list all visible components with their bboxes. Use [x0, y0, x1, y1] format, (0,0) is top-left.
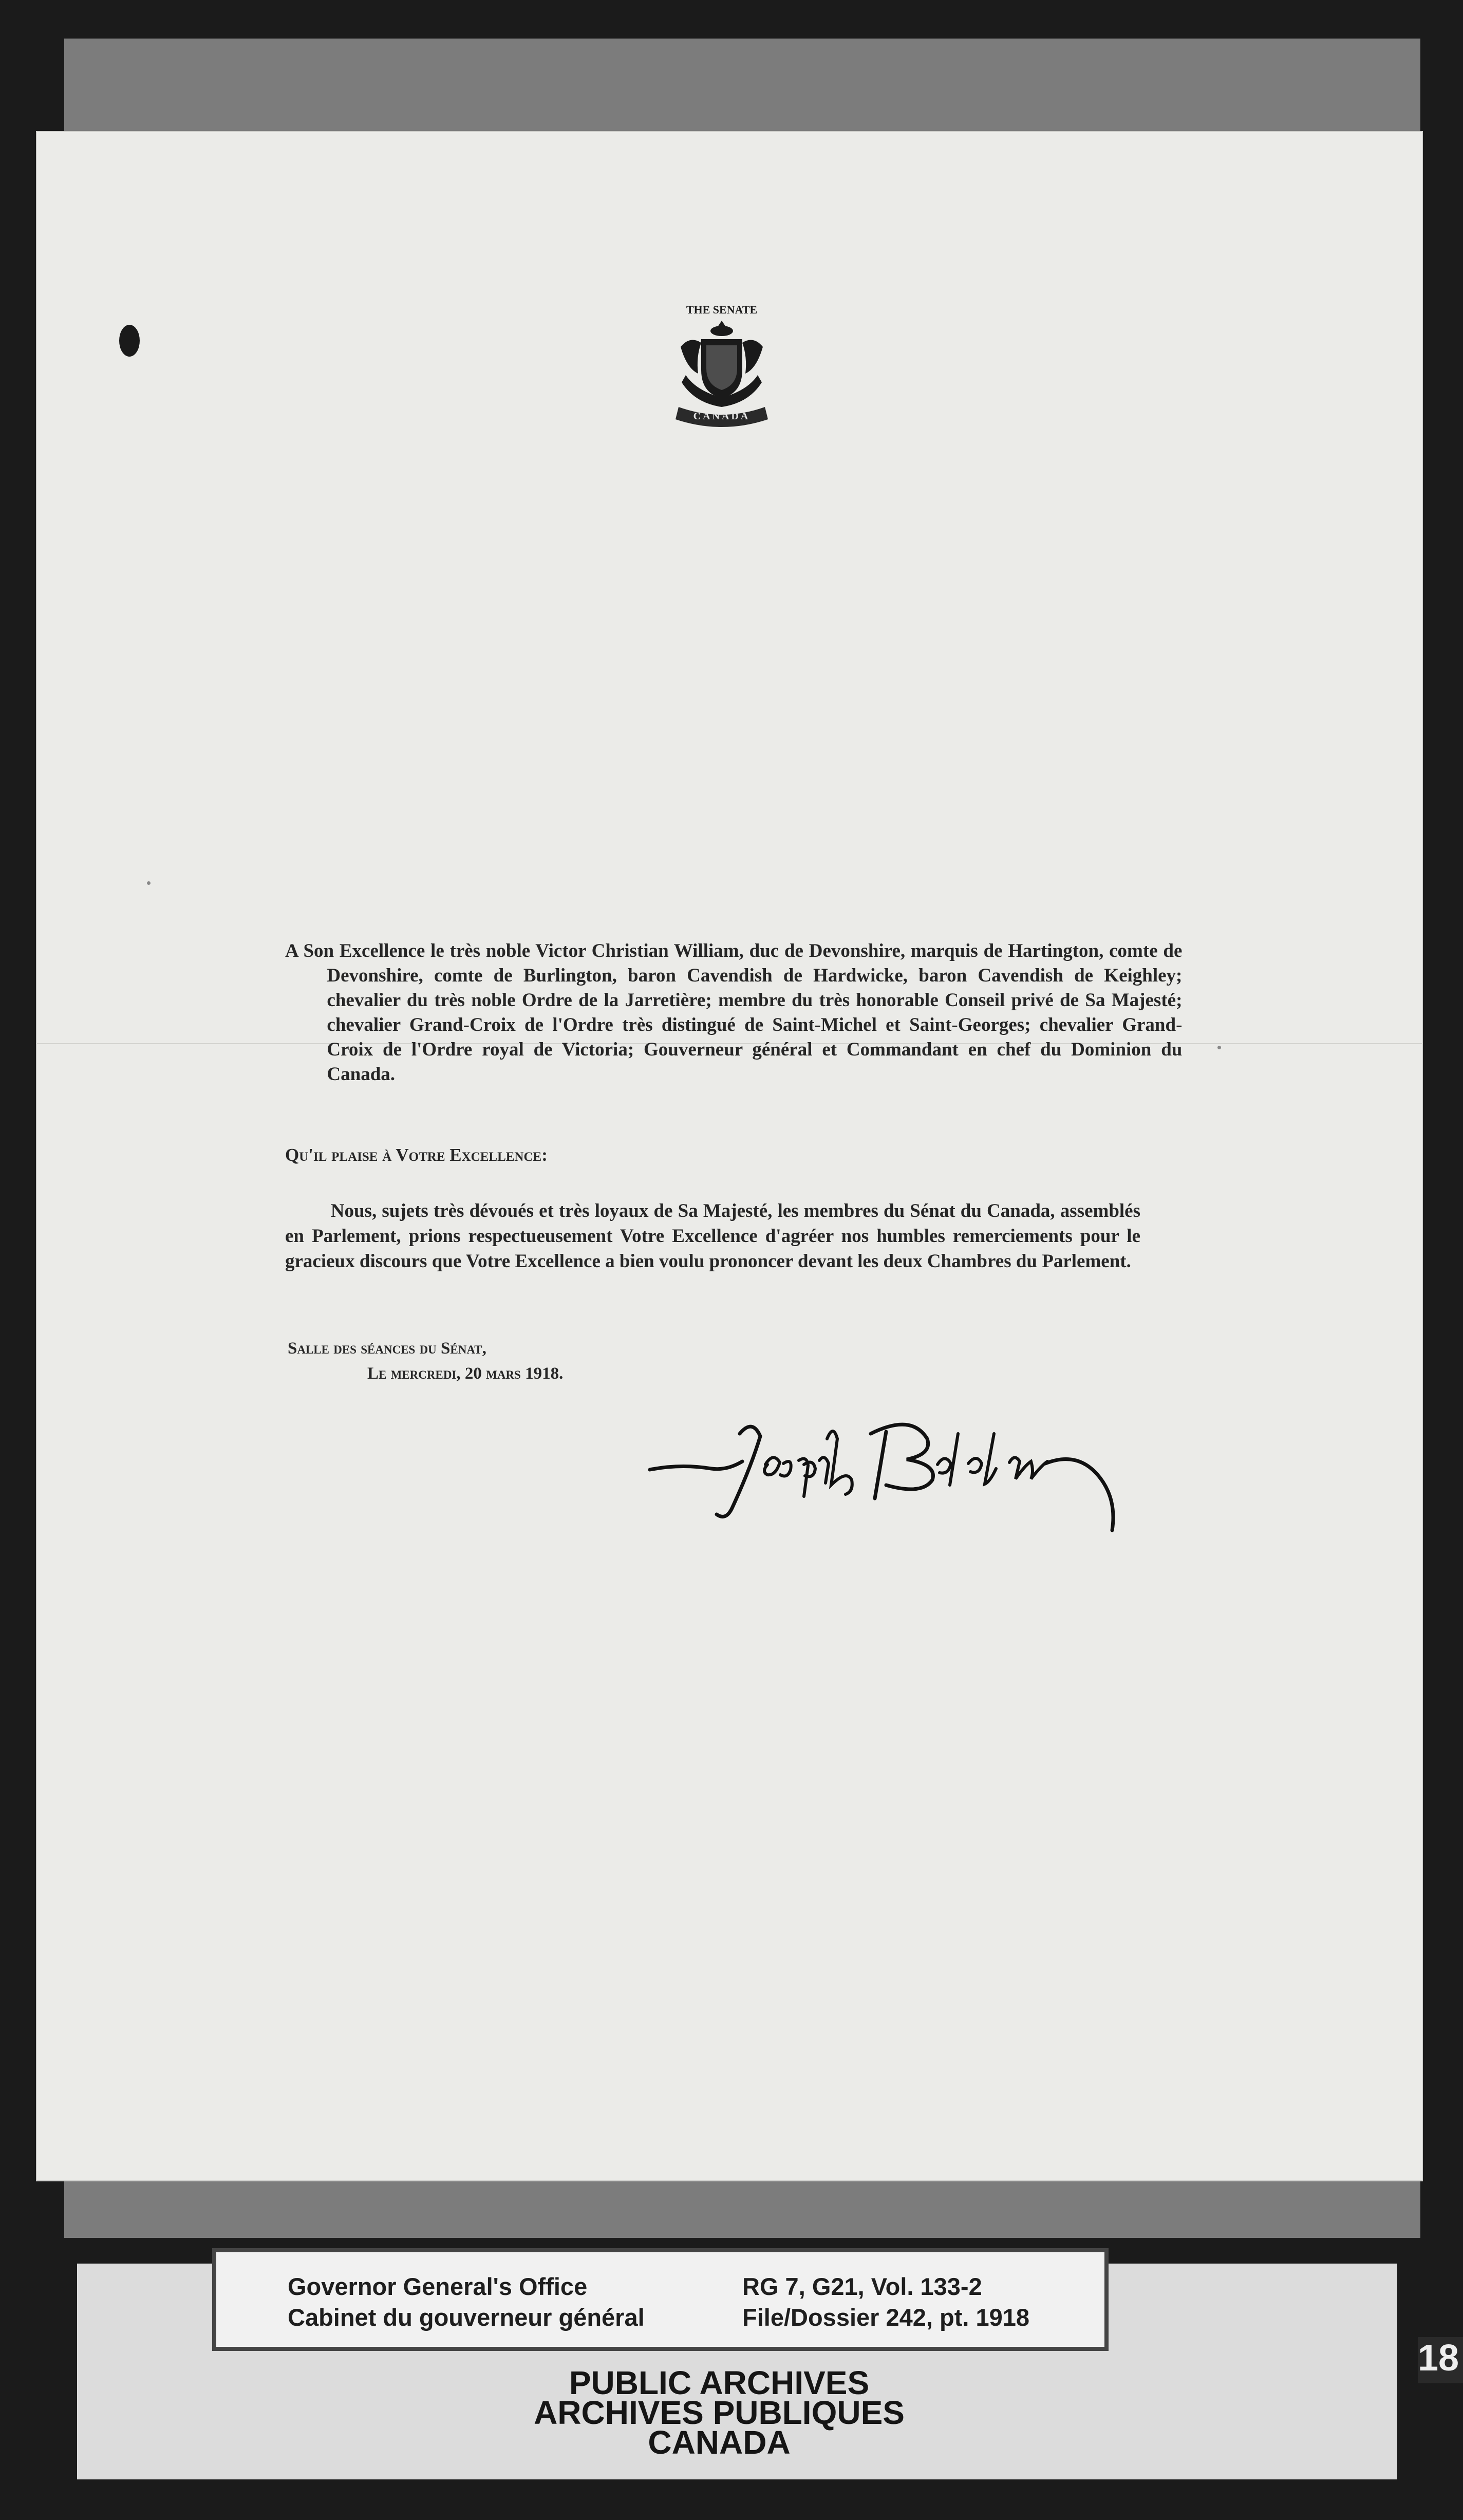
reference-block — [742, 2271, 1029, 2333]
date-line: Le mercredi, 20 mars 1918. — [367, 1364, 564, 1383]
office-block — [288, 2271, 645, 2333]
archives-country: CANADA — [648, 2424, 791, 2461]
body-paragraph: Nous, sujets très dévoués et très loyaux de Sa Majesté, les membres du Sénat du Canada, assemblés en Parlement, prions respectueusement Votre Excellence d'agréer nos humbles remerciements pour le gracieux discours que Votre Excellence a bien voulu prononcer devant les deux Chambres du Parlement. — [285, 1200, 1140, 1272]
paper-speck — [147, 881, 151, 885]
file-reference: File/Dossier 242, pt. 1918 — [742, 2304, 1030, 2331]
frame-number: 18 — [1418, 2337, 1463, 2383]
archives-name-english: PUBLIC ARCHIVES — [569, 2364, 870, 2401]
seal-motto-text: CANADA — [693, 411, 751, 422]
salutation: Qu'il plaise à Votre Excellence: — [285, 1145, 548, 1165]
paper-speck — [1217, 1046, 1221, 1049]
record-group-reference: RG 7, G21, Vol. 133-2 — [742, 2273, 982, 2300]
office-name-english: Governor General's Office — [288, 2273, 588, 2300]
seal-banner-text: THE SENATE — [686, 303, 758, 316]
handwritten-signature — [645, 1403, 1138, 1547]
archives-name-french: ARCHIVES PUBLIQUES — [534, 2394, 905, 2431]
address-paragraph: A Son Excellence le très noble Victor Christian William, duc de Devonshire, marquis de Hartington, comte de Devonshire, comte de Burlington, baron Cavendish de Hardwicke, baron Cavendish de Keighley; chevalier du très noble Ordre de la Jarretière; membre du très honorable Conseil privé de Sa Majesté; chevalier Grand-Croix de l'Ordre très distingué de Saint-Michel et Saint-Georges; chevalier Grand-Croix de l'Ordre royal de Victoria; Gouverneur général et Commandant en chef du Dominion du Canada. — [285, 940, 1183, 1085]
senate-seal — [660, 298, 783, 442]
punch-hole — [119, 325, 140, 357]
place-line: Salle des séances du Sénat, — [288, 1339, 486, 1358]
office-name-french: Cabinet du gouverneur général — [288, 2304, 645, 2331]
archives-stamp — [334, 2364, 1104, 2461]
